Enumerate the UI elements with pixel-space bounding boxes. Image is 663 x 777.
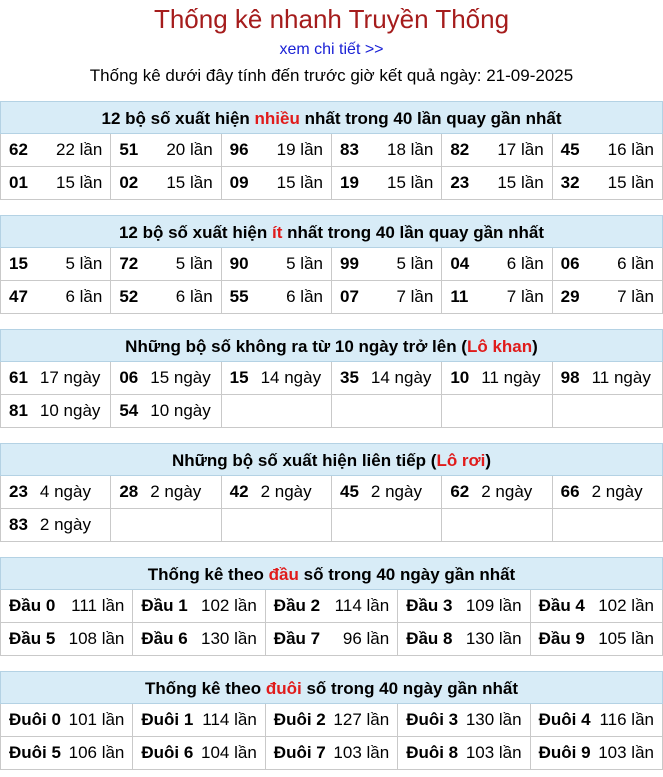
stat-count: 15 lần	[607, 173, 654, 192]
stat-count: 130 lần	[465, 710, 522, 729]
stat-number: Đuôi 2	[273, 710, 326, 729]
section-header: 12 bộ số xuất hiện nhiều nhất trong 40 lần quay gần nhất	[0, 101, 663, 134]
stat-count: 7 lần	[506, 287, 544, 306]
stat-number: Đầu 5	[9, 629, 56, 648]
stat-cell	[111, 134, 221, 167]
stat-number: Đuôi 7	[273, 743, 326, 762]
stat-cell	[266, 704, 398, 737]
stat-number: 06	[560, 254, 580, 273]
stat-cell	[332, 167, 442, 200]
section-header: Thống kê theo đầu số trong 40 ngày gần nhất	[0, 557, 663, 590]
stat-number: Đầu 6	[141, 629, 188, 648]
view-details-link[interactable]: xem chi tiết >>	[279, 41, 384, 58]
stat-count: 101 lần	[68, 710, 125, 729]
stat-count: 130 lần	[201, 629, 257, 648]
stat-count: 2 ngày	[260, 482, 312, 501]
section-header: Những bộ số xuất hiện liên tiếp (Lô rơi)	[0, 443, 663, 476]
stat-number: 42	[229, 482, 249, 501]
stat-number: 28	[119, 482, 139, 501]
stat-count: 114 lần	[202, 710, 257, 729]
stat-number: 15	[229, 368, 249, 387]
stat-cell	[1, 395, 111, 428]
stat-count: 14 ngày	[370, 368, 432, 387]
section-header: Những bộ số không ra từ 10 ngày trở lên (Lô khan)	[0, 329, 663, 362]
empty-cell	[553, 509, 663, 542]
stat-count: 15 lần	[276, 173, 323, 192]
stat-count: 5 lần	[65, 254, 103, 273]
stat-number: 01	[9, 173, 28, 192]
empty-cell	[442, 509, 552, 542]
stat-count: 15 lần	[166, 173, 213, 192]
stat-number: Đầu 3	[406, 596, 453, 615]
stat-number: Đầu 9	[538, 629, 585, 648]
stat-count: 111 lần	[71, 596, 125, 615]
stat-cell	[553, 281, 663, 314]
stat-count: 10 ngày	[150, 401, 211, 420]
stat-number: 54	[119, 401, 139, 420]
stat-cell	[111, 395, 221, 428]
stat-cell	[111, 167, 221, 200]
stat-count: 20 lần	[166, 140, 213, 159]
stat-count: 18 lần	[387, 140, 434, 159]
stat-count: 7 lần	[396, 287, 434, 306]
stat-count: 22 lần	[56, 140, 103, 159]
stat-cell	[332, 281, 442, 314]
stat-cell	[133, 623, 265, 656]
stat-number: 45	[560, 140, 580, 159]
stat-count: 15 lần	[56, 173, 103, 192]
stat-number: 90	[229, 254, 249, 273]
stat-number: 47	[9, 287, 28, 306]
stat-count: 19 lần	[276, 140, 323, 159]
stat-number: 23	[450, 173, 470, 192]
number-grid	[0, 362, 663, 428]
stat-count: 104 lần	[201, 743, 257, 762]
stat-cell	[398, 623, 530, 656]
empty-cell	[332, 395, 442, 428]
stat-cell	[111, 281, 221, 314]
stat-count: 114 lần	[334, 596, 390, 615]
stat-number: Đuôi 0	[9, 710, 61, 729]
stat-cell	[222, 362, 332, 395]
stat-count: 16 lần	[607, 140, 654, 159]
stat-cell	[442, 476, 552, 509]
stat-number: Đuôi 5	[9, 743, 61, 762]
page-subtitle: Thống kê dưới đây tính đến trước giờ kết quả ngày: 21-09-2025	[89, 66, 574, 85]
stat-number: 52	[119, 287, 139, 306]
stat-count: 130 lần	[465, 629, 522, 648]
stat-count: 17 ngày	[39, 368, 101, 387]
stat-number: Đuôi 4	[538, 710, 591, 729]
stat-count: 96 lần	[342, 629, 390, 648]
stat-number: 15	[9, 254, 28, 273]
stat-cell	[531, 590, 663, 623]
stat-number: 62	[450, 482, 470, 501]
stat-number: 62	[9, 140, 28, 159]
stat-number: 35	[340, 368, 359, 387]
number-grid	[0, 248, 663, 314]
stat-number: 81	[9, 401, 28, 420]
stat-cell	[1, 509, 111, 542]
stat-number: 10	[450, 368, 470, 387]
stat-count: 2 ngày	[591, 482, 643, 501]
stat-count: 108 lần	[68, 629, 125, 648]
stat-cell	[222, 167, 332, 200]
stat-count: 103 lần	[598, 743, 654, 762]
empty-cell	[553, 395, 663, 428]
stat-count: 5 lần	[175, 254, 213, 273]
stat-count: 102 lần	[598, 596, 654, 615]
page-title: Thống kê nhanh Truyền Thống	[153, 4, 510, 34]
stat-cell	[442, 134, 552, 167]
empty-cell	[222, 509, 332, 542]
stat-number: 06	[119, 368, 139, 387]
stat-cell	[1, 476, 111, 509]
stat-cell	[553, 167, 663, 200]
stat-number: 72	[119, 254, 139, 273]
stat-cell	[222, 281, 332, 314]
stat-count: 2 ngày	[370, 482, 422, 501]
empty-cell	[332, 509, 442, 542]
stat-count: 15 lần	[387, 173, 434, 192]
stat-count: 7 lần	[617, 287, 654, 306]
stat-cell	[133, 737, 265, 770]
section-dau	[0, 557, 663, 656]
stat-number: 02	[119, 173, 139, 192]
stat-number: 66	[560, 482, 580, 501]
stat-cell	[442, 248, 552, 281]
stat-number: 55	[229, 287, 249, 306]
stat-number: 96	[229, 140, 249, 159]
stat-number: Đuôi 6	[141, 743, 194, 762]
stat-cell	[442, 167, 552, 200]
stat-cell	[398, 737, 530, 770]
stat-number: Đuôi 1	[141, 710, 194, 729]
stat-cell	[442, 362, 552, 395]
stat-number: 61	[9, 368, 28, 387]
stat-number: 45	[340, 482, 359, 501]
empty-cell	[111, 509, 221, 542]
number-grid	[0, 590, 663, 656]
section-header: 12 bộ số xuất hiện ít nhất trong 40 lần quay gần nhất	[0, 215, 663, 248]
stat-cell	[222, 248, 332, 281]
section-duoi	[0, 671, 663, 770]
stat-cell	[133, 590, 265, 623]
stat-number: Đầu 8	[406, 629, 453, 648]
stat-count: 105 lần	[598, 629, 654, 648]
stat-number: 98	[560, 368, 580, 387]
stat-number: 04	[450, 254, 470, 273]
stat-cell	[1, 704, 133, 737]
stat-cell	[531, 623, 663, 656]
stat-cell	[332, 476, 442, 509]
stat-cell	[266, 623, 398, 656]
stat-number: 23	[9, 482, 28, 501]
stat-cell	[1, 134, 111, 167]
stat-cell	[266, 737, 398, 770]
stat-count: 6 lần	[175, 287, 213, 306]
stat-count: 6 lần	[506, 254, 544, 273]
stat-number: 07	[340, 287, 359, 306]
section-lo-roi	[0, 443, 663, 542]
stat-number: 09	[229, 173, 249, 192]
stat-cell	[531, 704, 663, 737]
stat-count: 11 ngày	[481, 368, 541, 387]
stat-number: 19	[340, 173, 359, 192]
stat-number: Đuôi 3	[406, 710, 459, 729]
stat-cell	[111, 362, 221, 395]
stat-cell	[133, 704, 265, 737]
stat-cell	[222, 476, 332, 509]
section-header: Thống kê theo đuôi số trong 40 ngày gần nhất	[0, 671, 663, 704]
stat-cell	[332, 134, 442, 167]
stat-count: 5 lần	[286, 254, 323, 273]
stat-cell	[1, 623, 133, 656]
stat-cell	[332, 362, 442, 395]
section-least-frequent	[0, 215, 663, 314]
stat-cell	[266, 590, 398, 623]
stat-count: 6 lần	[286, 287, 323, 306]
stat-count: 103 lần	[465, 743, 522, 762]
stat-cell	[442, 281, 552, 314]
stat-number: 99	[340, 254, 359, 273]
stat-count: 10 ngày	[39, 401, 101, 420]
stat-number: Đầu 7	[273, 629, 321, 648]
stat-count: 15 ngày	[150, 368, 211, 387]
stat-count: 116 lần	[599, 710, 654, 729]
stat-number: Đầu 2	[273, 596, 321, 615]
stat-number: Đầu 0	[9, 596, 56, 615]
stat-cell	[1, 737, 133, 770]
stat-number: Đầu 4	[538, 596, 585, 615]
stat-count: 6 lần	[617, 254, 654, 273]
stat-cell	[111, 248, 221, 281]
stat-count: 102 lần	[201, 596, 257, 615]
stat-count: 17 lần	[497, 140, 544, 159]
empty-cell	[222, 395, 332, 428]
stat-cell	[1, 362, 111, 395]
stat-count: 2 ngày	[39, 515, 91, 534]
stat-count: 5 lần	[396, 254, 434, 273]
section-most-frequent	[0, 101, 663, 200]
stat-cell	[1, 590, 133, 623]
stat-cell	[398, 590, 530, 623]
stat-number: 82	[450, 140, 470, 159]
stat-cell	[1, 167, 111, 200]
stat-cell	[111, 476, 221, 509]
stat-number: 32	[560, 173, 580, 192]
stat-count: 11 ngày	[591, 368, 651, 387]
stat-count: 2 ngày	[150, 482, 202, 501]
stat-cell	[1, 248, 111, 281]
stat-cell	[553, 248, 663, 281]
stat-cell	[531, 737, 663, 770]
stat-cell	[222, 134, 332, 167]
stat-number: Đuôi 8	[406, 743, 459, 762]
stat-count: 127 lần	[333, 710, 390, 729]
stat-number: 51	[119, 140, 139, 159]
number-grid	[0, 476, 663, 542]
stat-count: 109 lần	[465, 596, 522, 615]
stat-count: 106 lần	[68, 743, 125, 762]
number-grid	[0, 134, 663, 200]
stat-number: Đầu 1	[141, 596, 188, 615]
stat-number: 83	[9, 515, 28, 534]
stat-cell	[553, 476, 663, 509]
number-grid	[0, 704, 663, 770]
stat-count: 15 lần	[497, 173, 544, 192]
stat-count: 2 ngày	[481, 482, 533, 501]
stat-number: 11	[450, 287, 469, 306]
stat-count: 4 ngày	[39, 482, 91, 501]
section-lo-khan	[0, 329, 663, 428]
stat-count: 14 ngày	[260, 368, 322, 387]
stat-cell	[398, 704, 530, 737]
stat-number: 29	[560, 287, 580, 306]
stat-cell	[332, 248, 442, 281]
stat-cell	[553, 362, 663, 395]
stat-cell	[1, 281, 111, 314]
stat-count: 103 lần	[333, 743, 390, 762]
empty-cell	[442, 395, 552, 428]
stat-cell	[553, 134, 663, 167]
stat-count: 6 lần	[65, 287, 103, 306]
stat-number: 83	[340, 140, 359, 159]
stat-number: Đuôi 9	[538, 743, 591, 762]
